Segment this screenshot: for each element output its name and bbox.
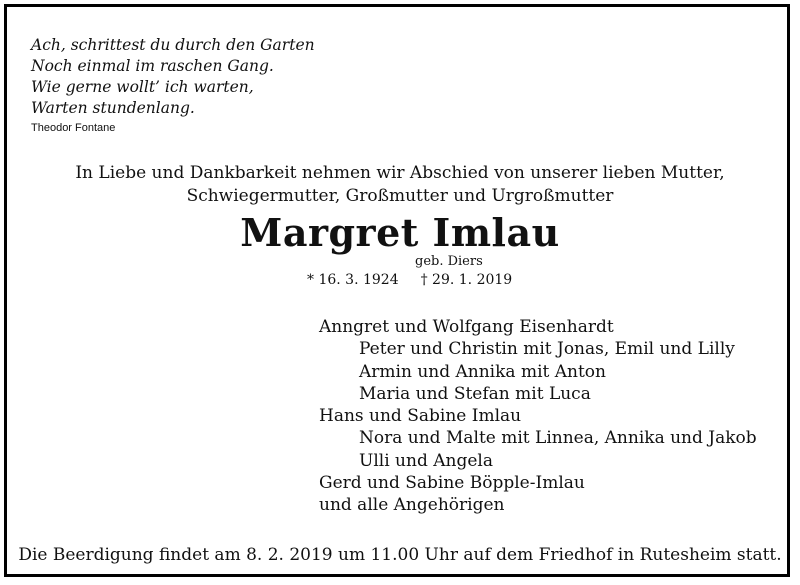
life-dates: [307, 271, 512, 289]
mourner-line: Ulli und Angela: [359, 450, 493, 471]
intro-line: In Liebe und Dankbarkeit nehmen wir Abschied von unserer lieben Mutter,: [75, 163, 725, 183]
funeral-info: Die Beerdigung findet am 8. 2. 2019 um 11.00 Uhr auf dem Friedhof in Rutesheim statt.: [18, 545, 782, 565]
mourner-line: Anngret und Wolfgang Eisenhardt: [319, 317, 614, 337]
poem-line: Wie gerne wollt’ ich warten,: [31, 78, 254, 96]
poem-line: Ach, schrittest du durch den Garten: [31, 36, 315, 54]
mourner-line: Peter und Christin mit Jonas, Emil und Lilly: [359, 339, 735, 360]
death-date: † 29. 1. 2019: [420, 272, 513, 288]
intro-line: Schwiegermutter, Großmutter und Urgroßmutter: [186, 186, 614, 206]
mourner-line: und alle Angehörigen: [319, 495, 505, 516]
mourner-line: Maria und Stefan mit Luca: [359, 383, 591, 404]
deceased-name: Margret Imlau: [240, 210, 560, 255]
poem-line: Noch einmal im raschen Gang.: [31, 57, 274, 75]
mourner-line: Hans und Sabine Imlau: [319, 406, 522, 427]
maiden-name: geb. Diers: [415, 254, 483, 269]
birth-date: * 16. 3. 1924: [307, 272, 399, 288]
poem-line: Warten stundenlang.: [31, 99, 195, 117]
mourner-line: Gerd und Sabine Böpple-Imlau: [319, 473, 585, 494]
intro-text: [7, 162, 793, 208]
mourner-line: Nora und Malte mit Linnea, Annika und Jakob: [359, 428, 757, 449]
poem: [31, 35, 315, 136]
mourners-list: [319, 316, 757, 517]
mourner-line: Armin und Annika mit Anton: [359, 361, 606, 382]
poem-author: Theodor Fontane: [31, 122, 116, 134]
obituary-notice: [4, 4, 790, 577]
